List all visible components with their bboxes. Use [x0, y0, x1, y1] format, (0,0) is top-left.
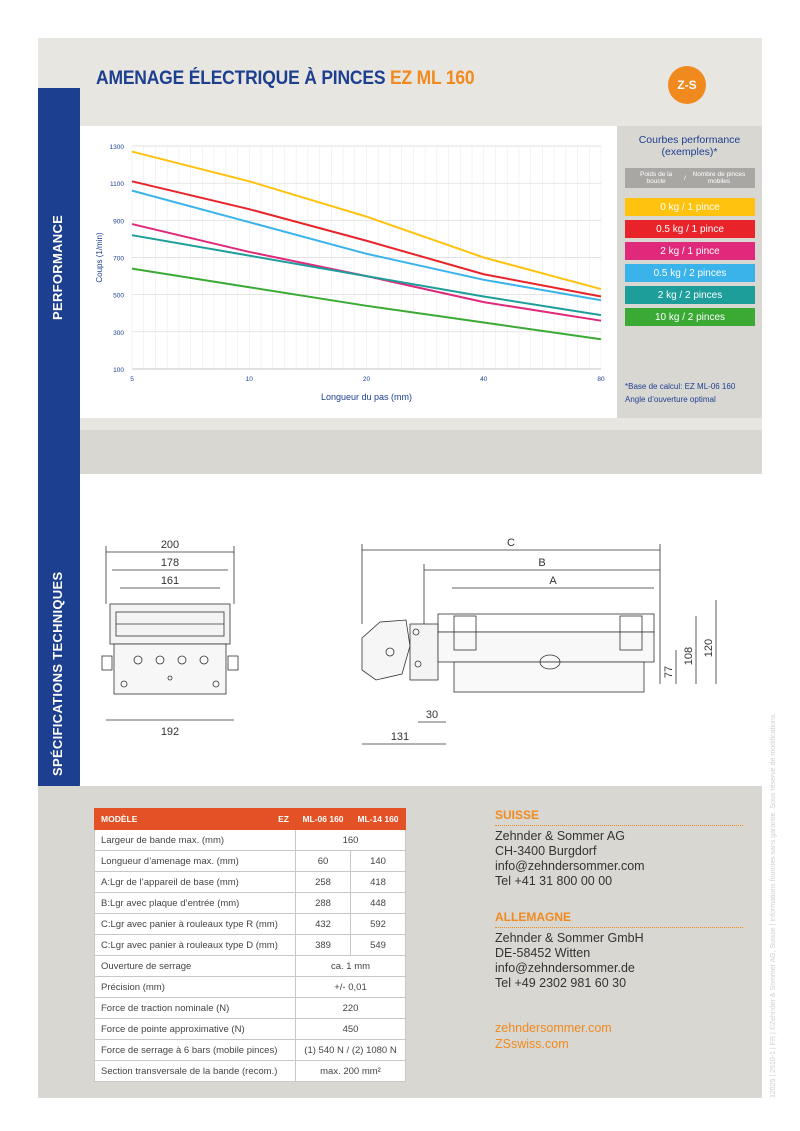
- contact-germany: [495, 910, 743, 991]
- footer-legal-note: 12025 | 2510-1 | FR | ©Zehnder & Sommer AG, Suisse | Informations fournies sans garantie. Sous réserve de modifications.: [770, 712, 777, 1098]
- separator-band: [80, 430, 762, 474]
- email-de[interactable]: info@zehndersommer.de: [495, 961, 635, 975]
- dim-108: 108: [683, 646, 695, 666]
- dim-192: 192: [160, 726, 180, 738]
- spec-row-value: 450: [296, 1019, 406, 1040]
- legend-item: 2 kg / 2 pinces: [625, 286, 755, 304]
- legend-title-line2: (exemples)*: [661, 146, 718, 158]
- y-tick-label: 500: [113, 292, 124, 300]
- spec-row-value: (1) 540 N / (2) 1080 N: [296, 1040, 406, 1061]
- x-tick-label: 10: [245, 376, 253, 383]
- legend-foot-line1: *Base de calcul: EZ ML-06 160: [625, 382, 736, 391]
- contact-switzerland: [495, 808, 743, 889]
- website-link-2[interactable]: ZSswiss.com: [495, 1037, 569, 1051]
- dim-B: B: [538, 557, 546, 569]
- spec-row-value: 592: [351, 914, 406, 935]
- legend-item: 10 kg / 2 pinces: [625, 308, 755, 326]
- spec-row-value: +/- 0,01: [296, 977, 406, 998]
- legend-foot-line2: Angle d’ouverture optimal: [625, 395, 716, 404]
- website-links: [495, 1020, 612, 1052]
- spec-row: [95, 977, 406, 998]
- spec-row-label: B:Lgr avec plaque d’entrée (mm): [95, 893, 296, 914]
- legend-title-line1: Courbes performance: [638, 134, 741, 146]
- legend-item: 0 kg / 1 pince: [625, 198, 755, 216]
- x-axis-label: Longueur du pas (mm): [320, 392, 413, 402]
- spec-row: [95, 998, 406, 1019]
- spec-table: [94, 808, 406, 1082]
- spec-row-value: max. 200 mm²: [296, 1061, 406, 1082]
- spec-row-label: C:Lgr avec panier à rouleaux type R (mm): [95, 914, 296, 935]
- spec-row-value: 549: [351, 935, 406, 956]
- spec-table-header: [95, 809, 406, 830]
- legend-head-left: Poids de la boucle: [640, 171, 673, 185]
- spec-row-value: ca. 1 mm: [296, 956, 406, 977]
- y-axis-label: Coups (1/min): [95, 232, 104, 283]
- performance-chart: [80, 126, 617, 418]
- legend-head-right: Nombre de pinces mobiles: [692, 171, 746, 185]
- y-tick-label: 300: [113, 329, 124, 337]
- chart-panel: [80, 126, 617, 418]
- spec-row-label: Précision (mm): [95, 977, 296, 998]
- spec-row: [95, 1040, 406, 1061]
- dim-A: A: [549, 575, 557, 587]
- legend-item: 0.5 kg / 2 pinces: [625, 264, 755, 282]
- dim-C: C: [507, 537, 515, 549]
- city-ch: CH-3400 Burgdorf: [495, 844, 597, 858]
- y-tick-label: 700: [113, 255, 124, 263]
- header-ez-label: EZ: [278, 814, 289, 824]
- spec-row-label: C:Lgr avec panier à rouleaux type D (mm): [95, 935, 296, 956]
- header-col-ml06: ML-06 160: [296, 809, 351, 830]
- dim-161: 161: [160, 575, 180, 587]
- legend-item: 0.5 kg / 1 pince: [625, 220, 755, 238]
- spec-row-label: Longueur d’amenage max. (mm): [95, 851, 296, 872]
- x-tick-label: 5: [130, 376, 134, 383]
- page-title: [96, 68, 474, 90]
- spec-row: [95, 830, 406, 851]
- title-main: AMENAGE ÉLECTRIQUE À PINCES: [96, 68, 390, 89]
- spec-row-value: 60: [296, 851, 351, 872]
- x-tick-label: 20: [362, 376, 371, 383]
- legend-footnote: [625, 380, 735, 406]
- spec-row: [95, 1061, 406, 1082]
- spec-row-value: 448: [351, 893, 406, 914]
- spec-row: [95, 914, 406, 935]
- dim-120: 120: [703, 638, 715, 658]
- spec-row-value: 432: [296, 914, 351, 935]
- dim-200: 200: [160, 539, 180, 551]
- logo-text: Z-S: [677, 78, 697, 92]
- spec-row-value: 288: [296, 893, 351, 914]
- spec-row-value: 258: [296, 872, 351, 893]
- legend-header: Poids de la boucle / Nombre de pinces mobiles: [625, 168, 755, 188]
- spec-row: [95, 935, 406, 956]
- tel-ch: Tel +41 31 800 00 00: [495, 874, 613, 888]
- spec-row-label: A:Lgr de l’appareil de base (mm): [95, 872, 296, 893]
- y-tick-label: 1300: [109, 144, 124, 151]
- spec-row-label: Force de pointe approximative (N): [95, 1019, 296, 1040]
- website-link-1[interactable]: zehndersommer.com: [495, 1021, 612, 1035]
- spec-row: [95, 851, 406, 872]
- country-suisse: SUISSE: [495, 808, 743, 826]
- header-model-cell: [95, 809, 296, 830]
- y-tick-label: 100: [113, 367, 124, 374]
- y-tick-label: 1100: [110, 181, 124, 189]
- country-allemagne: ALLEMAGNE: [495, 910, 743, 928]
- company-de: Zehnder & Sommer GmbH: [495, 931, 644, 945]
- spec-row-value: 389: [296, 935, 351, 956]
- spec-row-value: 418: [351, 872, 406, 893]
- email-ch[interactable]: info@zehndersommer.com: [495, 859, 645, 873]
- spec-row-value: 220: [296, 998, 406, 1019]
- header-model-label: MODÈLE: [101, 814, 138, 824]
- dim-178: 178: [160, 557, 180, 569]
- tel-de: Tel +49 2302 981 60 30: [495, 976, 627, 990]
- technical-drawing-area: [80, 474, 762, 786]
- legend-title: [617, 134, 762, 158]
- sidebar: [38, 88, 80, 823]
- spec-row-value: 160: [296, 830, 406, 851]
- x-tick-label: 80: [597, 376, 605, 383]
- dim-77: 77: [663, 665, 675, 679]
- spec-row-label: Ouverture de serrage: [95, 956, 296, 977]
- spec-row-label: Largeur de bande max. (mm): [95, 830, 296, 851]
- sidebar-performance-label: PERFORMANCE: [50, 214, 65, 320]
- y-tick-label: 900: [113, 218, 124, 226]
- title-accent: EZ ML 160: [389, 68, 475, 89]
- spec-row-label: Section transversale de la bande (recom.): [95, 1061, 296, 1082]
- spec-row: [95, 956, 406, 977]
- legend-item: 2 kg / 1 pince: [625, 242, 755, 260]
- spec-row-label: Force de serrage à 6 bars (mobile pinces): [95, 1040, 296, 1061]
- spec-row-value: 140: [351, 851, 406, 872]
- company-ch: Zehnder & Sommer AG: [495, 829, 625, 843]
- dim-131: 131: [390, 731, 410, 743]
- spec-row: [95, 1019, 406, 1040]
- technical-drawing: [80, 474, 762, 786]
- sidebar-specs-label: SPÉCIFICATIONS TECHNIQUES: [50, 571, 65, 776]
- header-col-ml14: ML-14 160: [351, 809, 406, 830]
- x-tick-label: 40: [480, 376, 488, 383]
- dim-30: 30: [425, 709, 439, 721]
- spec-row: [95, 872, 406, 893]
- spec-row-label: Force de traction nominale (N): [95, 998, 296, 1019]
- city-de: DE-58452 Witten: [495, 946, 591, 960]
- legend-panel: [617, 126, 762, 418]
- zs-logo: [668, 66, 706, 104]
- spec-row: [95, 893, 406, 914]
